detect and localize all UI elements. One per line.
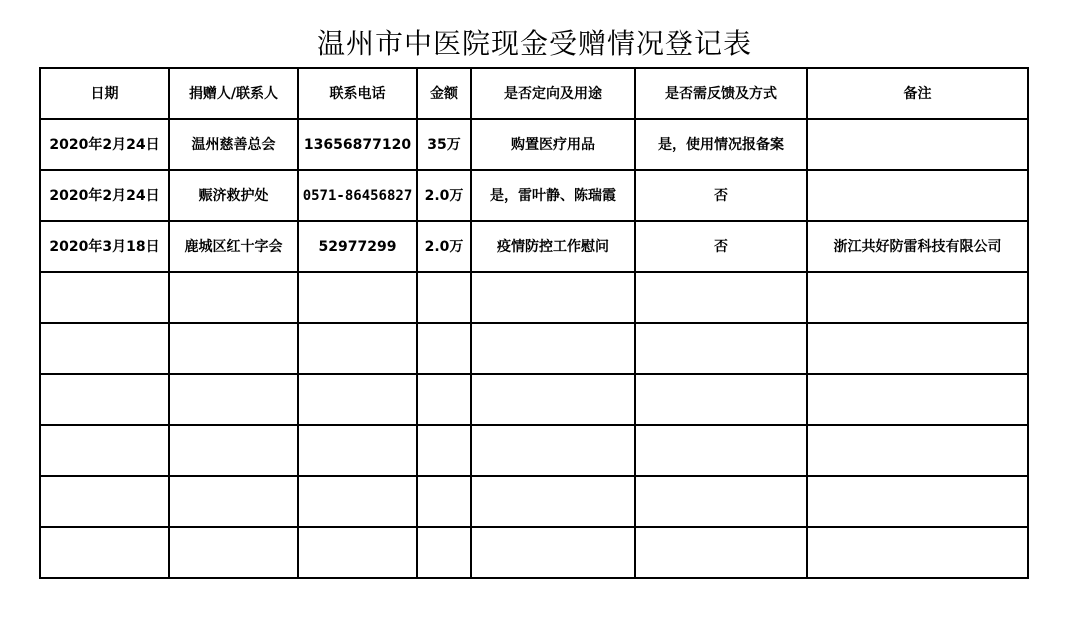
- empty-row: [40, 374, 1028, 425]
- cell-phone: 52977299: [298, 221, 417, 272]
- header-purpose: 是否定向及用途: [471, 68, 635, 119]
- empty-cell: [471, 476, 635, 527]
- empty-cell: [169, 272, 298, 323]
- empty-cell: [417, 425, 471, 476]
- cell-purpose: 疫情防控工作慰问: [471, 221, 635, 272]
- empty-cell: [169, 374, 298, 425]
- empty-row: [40, 425, 1028, 476]
- empty-cell: [40, 272, 169, 323]
- cell-purpose: 购置医疗用品: [471, 119, 635, 170]
- cell-date: 2020年2月24日: [40, 119, 169, 170]
- empty-cell: [298, 476, 417, 527]
- empty-cell: [635, 527, 807, 578]
- empty-cell: [635, 323, 807, 374]
- cell-feedback: 否: [635, 221, 807, 272]
- empty-cell: [417, 527, 471, 578]
- cell-remark: [807, 170, 1028, 221]
- header-donor: 捐赠人/联系人: [169, 68, 298, 119]
- empty-cell: [471, 272, 635, 323]
- cell-donor: 温州慈善总会: [169, 119, 298, 170]
- cell-amount: 2.0万: [417, 170, 471, 221]
- empty-cell: [635, 374, 807, 425]
- empty-cell: [471, 527, 635, 578]
- empty-cell: [298, 527, 417, 578]
- empty-cell: [807, 425, 1028, 476]
- empty-cell: [169, 476, 298, 527]
- header-phone: 联系电话: [298, 68, 417, 119]
- cell-donor: 赈济救护处: [169, 170, 298, 221]
- empty-cell: [635, 425, 807, 476]
- header-feedback: 是否需反馈及方式: [635, 68, 807, 119]
- empty-cell: [635, 272, 807, 323]
- empty-cell: [40, 323, 169, 374]
- cell-feedback: 否: [635, 170, 807, 221]
- cell-amount: 35万: [417, 119, 471, 170]
- cell-donor: 鹿城区红十字会: [169, 221, 298, 272]
- empty-cell: [169, 425, 298, 476]
- table-row: [40, 119, 1028, 170]
- donation-register-table: [39, 67, 1029, 579]
- empty-cell: [807, 476, 1028, 527]
- empty-cell: [807, 323, 1028, 374]
- empty-row: [40, 476, 1028, 527]
- empty-cell: [298, 272, 417, 323]
- cell-remark: [807, 119, 1028, 170]
- empty-cell: [417, 476, 471, 527]
- empty-row: [40, 272, 1028, 323]
- empty-cell: [298, 323, 417, 374]
- page-title: 温州市中医院现金受赠情况登记表: [316, 27, 752, 60]
- table-row: [40, 221, 1028, 272]
- empty-cell: [417, 374, 471, 425]
- cell-remark: 浙江共好防雷科技有限公司: [807, 221, 1028, 272]
- empty-cell: [169, 323, 298, 374]
- empty-cell: [471, 374, 635, 425]
- table-row: [40, 170, 1028, 221]
- cell-date: 2020年2月24日: [40, 170, 169, 221]
- empty-cell: [298, 425, 417, 476]
- cell-amount: 2.0万: [417, 221, 471, 272]
- empty-cell: [40, 527, 169, 578]
- header-date: 日期: [40, 68, 169, 119]
- empty-cell: [471, 323, 635, 374]
- empty-cell: [169, 527, 298, 578]
- cell-feedback: 是，使用情况报备案: [635, 119, 807, 170]
- empty-cell: [298, 374, 417, 425]
- empty-cell: [471, 425, 635, 476]
- cell-purpose: 是，雷叶静、陈瑞霞: [471, 170, 635, 221]
- header-row: [40, 68, 1028, 119]
- cell-date: 2020年3月18日: [40, 221, 169, 272]
- empty-row: [40, 323, 1028, 374]
- empty-cell: [40, 374, 169, 425]
- header-amount: 金额: [417, 68, 471, 119]
- empty-cell: [807, 527, 1028, 578]
- empty-cell: [40, 476, 169, 527]
- empty-cell: [807, 374, 1028, 425]
- empty-row: [40, 527, 1028, 578]
- empty-cell: [807, 272, 1028, 323]
- cell-phone: 13656877120: [298, 119, 417, 170]
- empty-cell: [417, 272, 471, 323]
- empty-cell: [417, 323, 471, 374]
- empty-cell: [635, 476, 807, 527]
- header-remark: 备注: [807, 68, 1028, 119]
- cell-phone: 0571-86456827: [298, 170, 417, 221]
- empty-cell: [40, 425, 169, 476]
